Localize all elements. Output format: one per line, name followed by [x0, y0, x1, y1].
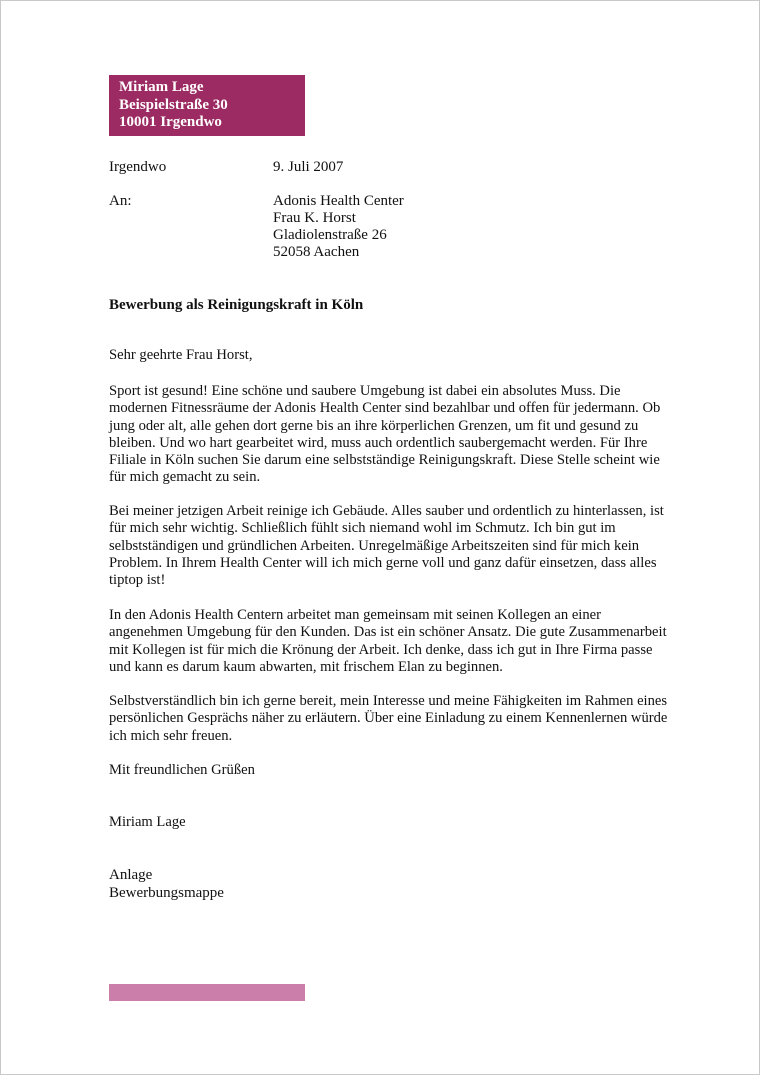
sender-name: Miriam Lage: [119, 79, 204, 95]
place-date-line: [109, 159, 344, 176]
recipient-label: An:: [109, 193, 132, 209]
sender-street: Beispielstraße 30: [119, 96, 228, 113]
sender-city: 10001 Irgendwo: [119, 114, 222, 130]
date: 9. Juli 2007: [273, 159, 344, 175]
salutation: Sehr geehrte Frau Horst,: [109, 347, 253, 363]
closing: Mit freundlichen Grüßen: [109, 762, 255, 778]
recipient-line: Adonis Health Center: [273, 193, 404, 209]
footer-color-bar: [109, 984, 305, 1001]
sender-address-box: [109, 75, 305, 136]
paragraph: In den Adonis Health Centern arbeitet man gemeinsam mit seinen Kollegen an einer angenehmen Umgebung für den Kunden. Das ist ein schöner Ansatz. Die gute Zusammenarbeit mit Kollegen ist für mich die Krönung der Arbeit. Ich denke, dass ich gut in Ihre Firma passe und kann es darum kaum abwarten, mit frischem Elan zu beginnen.: [109, 607, 667, 675]
signature-name: Miriam Lage: [109, 814, 186, 830]
enclosure-item: Bewerbungsmappe: [109, 885, 224, 901]
recipient-line: 52058 Aachen: [273, 244, 360, 260]
subject-line: Bewerbung als Reinigungskraft in Köln: [109, 297, 364, 313]
recipient-block: [109, 193, 509, 265]
place: Irgendwo: [109, 159, 167, 175]
recipient-address: [273, 193, 404, 261]
paragraph: Sport ist gesund! Eine schöne und saubere Umgebung ist dabei ein absolutes Muss. Die modernen Fitnessräume der Adonis Health Center sind bezahlbar und offen für jedermann. Ob jung oder alt, alle gehen dort gerne bis an ihre körperlichen Grenzen, um fit und gesund zu bleiben. Und wo hart gearbeitet wird, muss auch ordentlich saubergemacht werden. Für Ihre Filiale in Köln suchen Sie darum eine selbstständige Reinigungskraft. Diese Stelle scheint wie für mich gemacht zu sein.: [109, 383, 661, 486]
paragraph: Selbstverständlich bin ich gerne bereit, mein Interesse und meine Fähigkeiten im Rahmen eines persönlichen Gesprächs näher zu erläutern. Über eine Einladung zu einem Kennenlernen würde ich mich sehr freuen.: [109, 693, 668, 744]
recipient-line: Frau K. Horst: [273, 210, 356, 226]
paragraph: Bei meiner jetzigen Arbeit reinige ich Gebäude. Alles sauber und ordentlich zu hinterlassen, ist für mich sehr wichtig. Schließlich fühlt sich niemand wohl im Schmutz. Ich bin gut im selbstständigen und gründlichen Arbeiten. Unregelmäßige Arbeitszeiten sind für mich kein Problem. In Ihrem Health Center will ich mich gerne voll und ganz dafür einsetzen, dass alles tiptop ist!: [109, 503, 664, 589]
enclosure-label: Anlage: [109, 867, 153, 883]
recipient-line: Gladiolenstraße 26: [273, 227, 387, 243]
